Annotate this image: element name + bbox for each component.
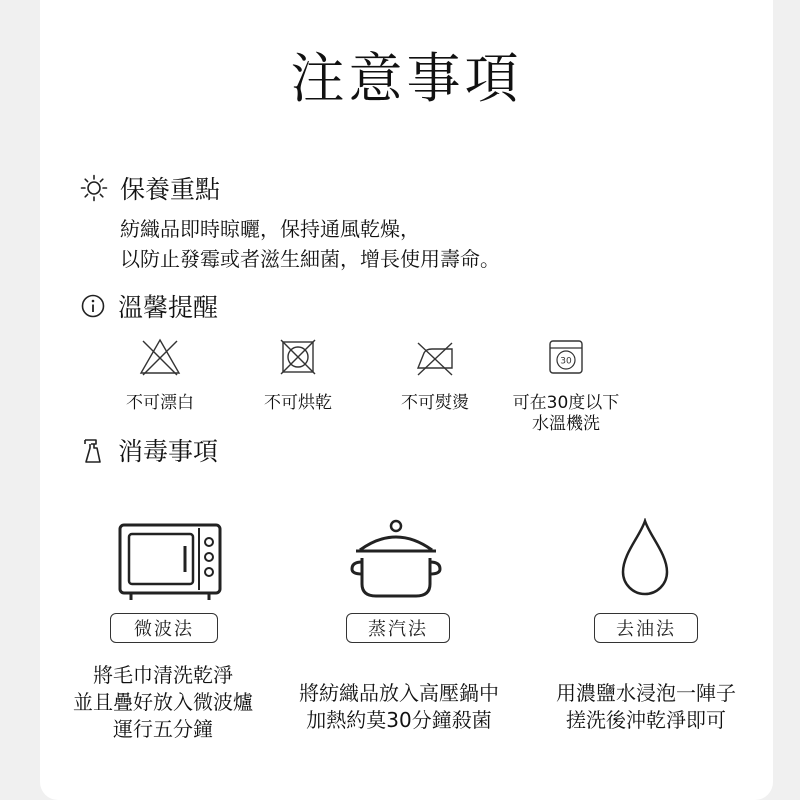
care-label-machine-wash: 可在30度以下 水溫機洗 [512, 393, 620, 434]
care-label-no-tumble-dry: 不可烘乾 [264, 393, 332, 413]
microwave-icon [117, 522, 223, 602]
section-tips-heading [80, 290, 218, 322]
machine-wash-30-icon [546, 337, 586, 377]
spray-bottle-icon [80, 436, 106, 464]
section-disinfect-title: 消毒事項 [118, 437, 219, 466]
section-care-title: 保養重點 [120, 175, 221, 204]
method-degrease-label: 去油法 [616, 619, 676, 640]
water-drop-icon [620, 518, 670, 596]
method-steam-desc: 將紡織品放入高壓鍋中 加熱約莫30分鐘殺菌 [299, 681, 499, 732]
care-line: 以防止發霉或者滋生細菌，增長使用壽命。 [120, 247, 500, 271]
section-disinfect-heading [80, 434, 218, 466]
section-tips-title: 溫馨提醒 [118, 293, 219, 322]
care-instructions-card [40, 0, 773, 800]
info-icon [80, 293, 106, 319]
section-care-heading [80, 172, 220, 204]
method-microwave-desc: 將毛巾清洗乾淨 並且疊好放入微波爐 運行五分鐘 [73, 663, 253, 741]
wash-temp-badge: 30 [560, 356, 572, 367]
method-steam-label: 蒸汽法 [368, 619, 428, 640]
care-label-no-iron: 不可熨燙 [401, 393, 469, 413]
pot-icon [348, 518, 444, 602]
sun-icon [80, 174, 108, 202]
care-paragraph [120, 214, 500, 274]
method-degrease-desc: 用濃鹽水浸泡一陣子 搓洗後沖乾淨即可 [556, 681, 736, 732]
method-microwave-label: 微波法 [134, 619, 194, 640]
method-degrease-button[interactable] [594, 613, 698, 643]
care-label-no-bleach: 不可漂白 [126, 393, 194, 413]
care-line: 紡織品即時晾曬，保持通風乾燥， [120, 217, 420, 241]
page-title: 注意事項 [290, 47, 523, 110]
method-microwave-button[interactable] [110, 613, 218, 643]
no-iron-icon [412, 337, 458, 377]
no-tumble-dry-icon [278, 337, 318, 377]
method-steam-button[interactable] [346, 613, 450, 643]
no-bleach-icon [137, 337, 183, 377]
